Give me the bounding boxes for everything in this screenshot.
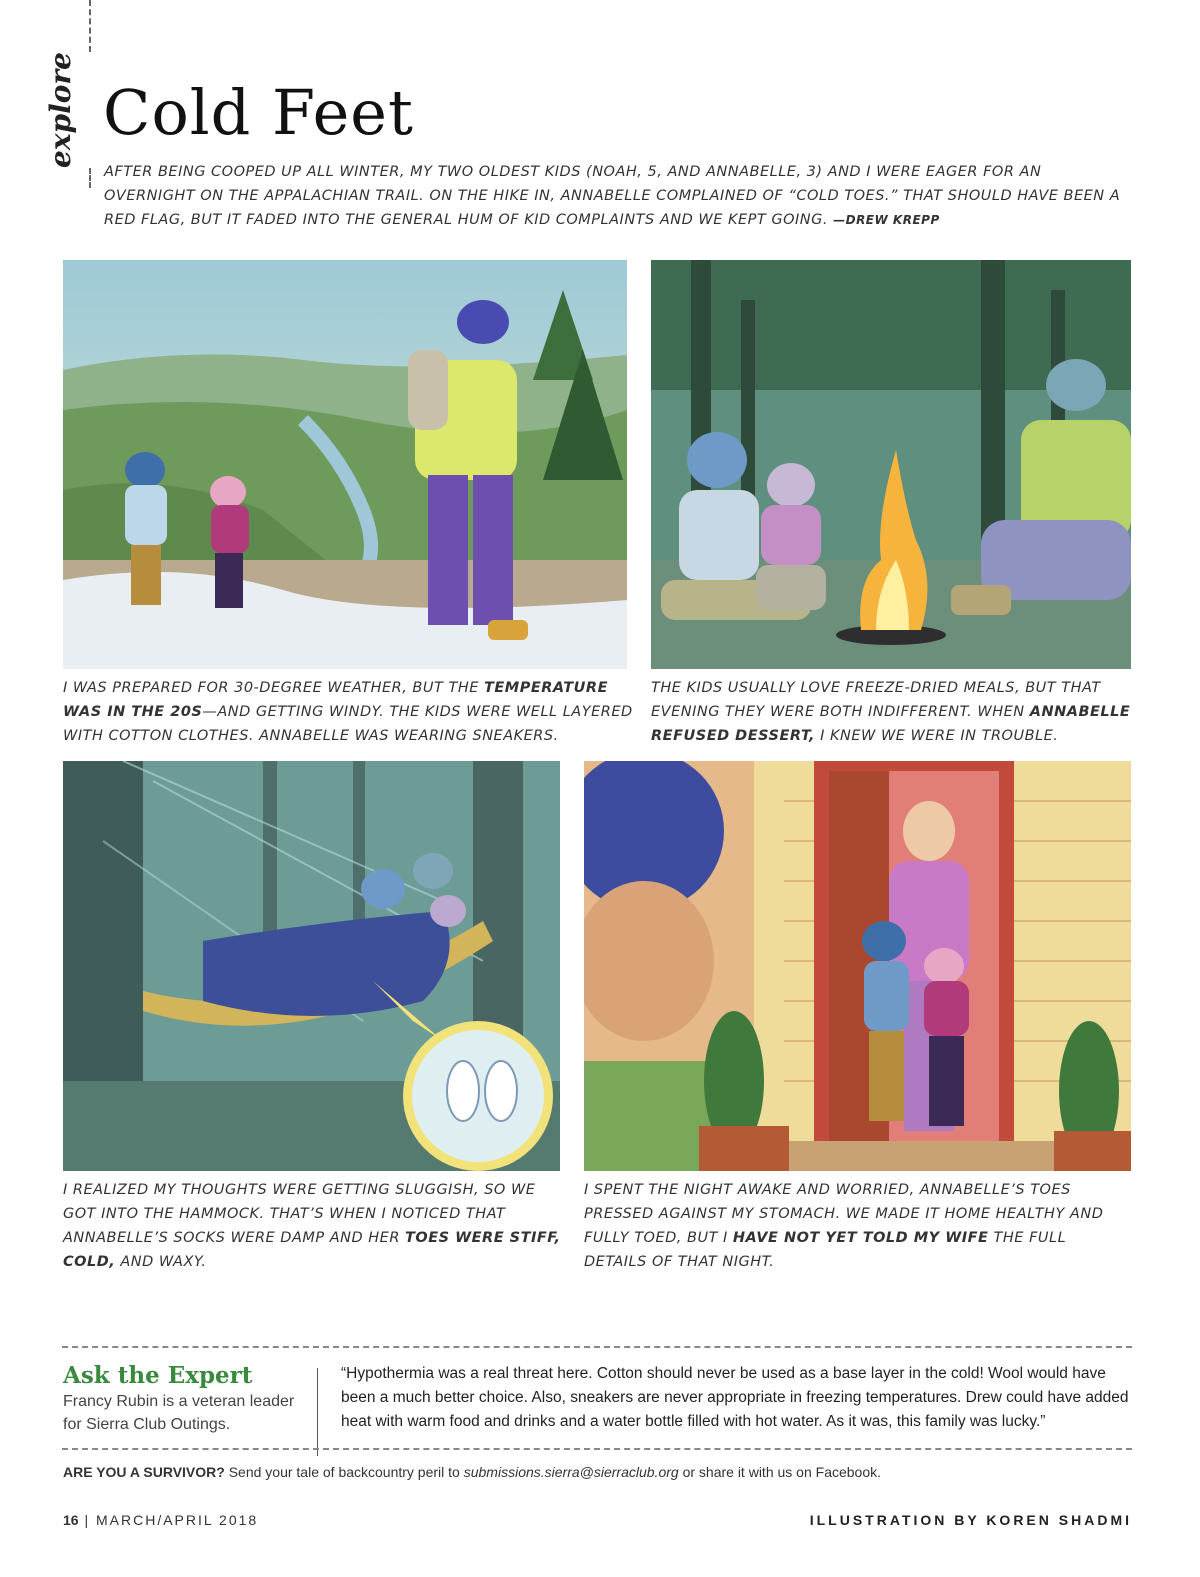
intro-byline: —DREW KREPP [833,213,940,227]
survivor-email-link[interactable]: submissions.sierra@sierraclub.org [463,1464,679,1480]
folio-separator: | [84,1512,91,1528]
panel-3-caption-pre: I REALIZED MY THOUGHTS WERE GETTING SLUGGISH, SO WE GOT INTO THE HAMMOCK. THAT’S WHEN I NOTICED THAT ANNABELLE’S SOCKS WERE DAMP AND HER [63,1182,536,1246]
survivor-text-2: or share it with us on Facebook. [678,1464,882,1480]
panel-1-illustration [63,260,627,669]
panel-4-caption [584,1178,1134,1274]
expert-bio: Francy Rubin is a veteran leader for Sierra Club Outings. [63,1393,295,1433]
panel-2-illustration [651,260,1131,669]
panel-2-caption-pre: THE KIDS USUALLY LOVE FREEZE-DRIED MEALS, BUT THAT EVENING THEY WERE BOTH INDIFFERENT. WHEN [651,680,1101,720]
expert-quote: “Hypothermia was a real threat here. Cotton should never be used as a base layer in the cold! Wool would have been a much better choice. Also, sneakers are never appropriate in freezing temperatures. Drew could have added heat with warm food and drinks and a water bottle filled with hot water. As it was, this family was lucky.” [341,1365,1129,1430]
panel-3-illustration [63,761,560,1171]
survivor-text-1: Send your tale of backcountry peril to [224,1464,464,1480]
expert-divider [317,1368,318,1456]
illustration-credit: ILLUSTRATION BY KOREN SHADMI [809,1512,1132,1528]
panel-1-caption [63,676,633,748]
comic-panel-4 [584,761,1131,1171]
intro-body: AFTER BEING COOPED UP ALL WINTER, MY TWO OLDEST KIDS (NOAH, 5, AND ANNABELLE, 3) AND I WERE EAGER FOR AN OVERNIGHT ON THE APPALACHIAN TRAIL. ON THE HIKE IN, ANNABELLE COMPLAINED OF “COLD TOES.” THAT SHOULD HAVE BEEN A RED FLAG, BUT IT FADED INTO THE GENERAL HUM OF KID COMPLAINTS AND WE KEPT GOING. [104,164,1121,228]
expert-heading: Ask the Expert [63,1362,253,1389]
intro-text [104,160,1134,232]
expert-rule-top [62,1346,1132,1348]
panel-4-caption-bold: HAVE NOT YET TOLD MY WIFE [732,1230,989,1246]
issue-date: MARCH/APRIL 2018 [96,1512,259,1528]
panel-4-illustration [584,761,1131,1171]
section-dash-bottom [89,168,91,188]
section-dash-top [89,0,91,52]
comic-panel-2 [651,260,1131,669]
panel-1-caption-post: —AND GETTING WINDY. THE KIDS WERE WELL LAYERED WITH COTTON CLOTHES. ANNABELLE WAS WEARING SNEAKERS. [63,704,633,744]
comic-panel-1 [63,260,627,669]
panel-1-caption-pre: I WAS PREPARED FOR 30-DEGREE WEATHER, BUT THE [63,680,484,696]
expert-rule-bottom [62,1448,1132,1450]
panel-4-caption-post: THE FULL DETAILS OF THAT NIGHT. [584,1230,1067,1270]
page-number: 16 [63,1512,79,1528]
section-label: explore [44,52,77,168]
panel-3-caption [63,1178,573,1274]
survivor-callout [63,1464,881,1480]
section-tag [28,0,77,190]
article-title: Cold Feet [103,76,414,149]
panel-2-caption [651,676,1131,748]
panel-2-caption-post: I KNEW WE WERE IN TROUBLE. [814,728,1059,744]
panel-1-caption-bold: TEMPERATURE WAS IN THE 20S [63,680,608,720]
panel-2-caption-bold: ANNABELLE REFUSED DESSERT, [651,704,1131,744]
panel-3-caption-post: AND WAXY. [115,1254,207,1270]
page-folio [63,1512,258,1528]
comic-panel-3 [63,761,560,1171]
panel-3-caption-bold: TOES WERE STIFF, COLD, [63,1230,561,1270]
panel-4-caption-pre: I SPENT THE NIGHT AWAKE AND WORRIED, ANNABELLE’S TOES PRESSED AGAINST MY STOMACH. WE MADE IT HOME HEALTHY AND FULLY TOED, BUT I [584,1182,1104,1246]
survivor-lead: ARE YOU A SURVIVOR? [63,1464,225,1480]
